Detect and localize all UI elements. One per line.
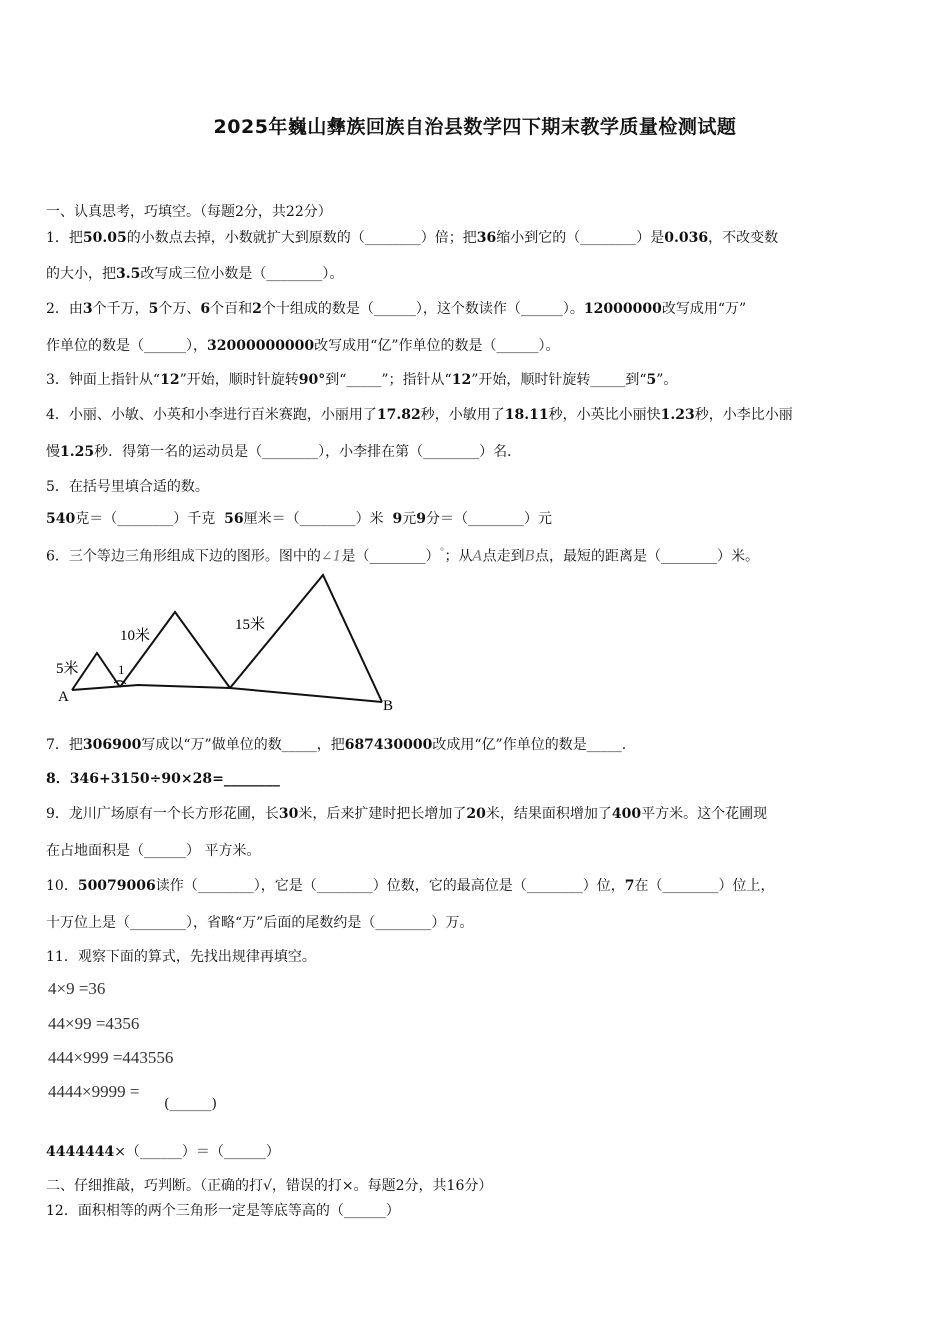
q4-number: 17.82 [376,407,421,423]
q3-number: 90° [298,372,326,388]
q1-text: 改写成三位小数是（________）。 [140,266,344,282]
q9-number: 30 [278,806,299,822]
q10-text: 10． [46,878,78,894]
q5-number: 56 [224,511,244,527]
question-9-line-2: 在占地面积是（______） 平方米。 [46,843,261,859]
q5-text: 元 [402,511,417,527]
angle-symbol: ∠1 [320,548,342,565]
q9-text: 平方米。这个花圃现 [641,806,768,822]
q2-number: 12000000 [583,301,662,317]
q10-number: 50079006 [77,878,156,894]
q1-text: ，不改变数 [708,230,779,246]
q4-text: 秒，小英比小丽快 [548,407,661,423]
q3-text: 到“_____”；指针从“ [325,372,452,388]
q2-text: 个百和 [210,301,253,317]
q4-text: 慢 [46,444,60,460]
q5-text: 克＝（________）千克 [75,511,216,527]
q2-text: 改写成用“亿”作单位的数是（______）。 [314,338,560,354]
q3-number: 12 [160,372,180,388]
q1-text: 的大小，把 [46,266,116,282]
q2-number: 32000000000 [207,338,315,354]
q6-text: 点走到 [482,548,525,565]
q7-number: 687430000 [344,737,433,753]
q2-text: 个千万， [92,301,149,317]
question-12: 12．面积相等的两个三角形一定是等底等高的（______） [46,1203,400,1219]
q1-text: 缩小到它的（________）是 [496,230,665,246]
question-5-blanks [46,510,552,528]
q4-number: 18.11 [504,407,549,423]
q6-text: ；从 [444,548,473,565]
question-2-line-2 [46,337,559,355]
q1-number: 0.036 [664,230,709,246]
q1-number: 36 [476,230,497,246]
q2-text: 个十组成的数是（______），这个数读作（______）。 [261,301,584,317]
q3-text: ”开始，顺时针旋转_____到“ [471,372,647,388]
q3-text: ”。 [656,372,678,388]
q1-text: 1．把 [46,230,83,246]
q3-number: 12 [451,372,472,388]
q6-text: 是（________） [341,548,440,565]
question-1-line-2 [46,265,343,283]
small-triangle [72,653,120,690]
q11-text: ×（______）＝（______） [114,1144,280,1160]
question-10-line-2: 十万位上是（________），省略“万”后面的尾数约是（________）万。 [46,915,474,931]
q7-text: 写成以“万”做单位的数_____，把 [141,737,345,753]
large-triangle [230,575,382,702]
q6-text: 点，最短的距离是（________）米。 [534,548,759,565]
q11-number: 4444444 [46,1144,115,1160]
q4-text: 秒，小敏用了 [420,407,505,423]
q4-number: 1.25 [60,444,95,460]
q4-number: 1.23 [660,407,695,423]
q5-text: 厘米＝（________）米 [243,511,384,527]
equation-2: 44×99 =4356 [48,1014,140,1033]
question-11: 11．观察下面的算式，先找出规律再填空。 [46,949,316,965]
q9-text: 9．龙川广场原有一个长方形花圃，长 [46,806,279,822]
q10-text: 在（________）位上， [634,878,775,894]
label-angle-1: 1 [118,662,125,677]
equation-4: 4444×9999 = [48,1082,140,1101]
q2-number: 2 [252,301,262,317]
q2-number: 3 [82,301,93,317]
question-11-last [46,1143,280,1161]
q1-number: 50.05 [82,230,127,246]
q1-number: 3.5 [116,266,141,282]
question-5: 5．在括号里填合适的数。 [46,479,209,495]
question-4-line-2 [46,443,521,461]
question-4-line-1 [46,406,793,424]
degree-symbol: ° [439,547,445,558]
q3-text: ”开始，顺时针旋转 [179,372,299,388]
q3-number: 5 [646,372,657,388]
medium-triangle [120,612,230,688]
q4-text: 4．小丽、小敏、小英和小李进行百米赛跑，小丽用了 [46,407,377,423]
q7-text: 改成用“亿”作单位的数是_____. [432,737,627,753]
triangles-figure [40,570,420,720]
q1-text: 的小数点去掉，小数就扩大到原数的（________）倍；把 [126,230,477,246]
q2-number: 6 [200,301,211,317]
q2-text: 改写成用“万” [661,301,747,317]
q5-number: 9 [416,511,427,527]
question-2-line-1 [46,300,746,318]
q2-text: 个万、 [158,301,201,317]
equation-3: 444×999 =443556 [48,1048,174,1067]
q2-text: 2．由 [46,301,83,317]
baseline-path [72,685,382,702]
label-15m: 15米 [235,617,266,633]
label-point-b: B [383,698,394,714]
question-9-line-1 [46,805,767,823]
q2-text: 作单位的数是（______）， [46,338,207,354]
point-a-label: A [472,548,483,565]
q7-number: 306900 [82,737,142,753]
point-b-label: B [524,548,535,565]
question-6 [46,544,759,566]
question-10-line-1 [46,877,775,895]
question-7 [46,736,626,754]
q5-number: 9 [392,511,403,527]
q6-text: 6．三个等边三角形组成下边的图形。图中的 [46,548,321,565]
q9-text: 米，结果面积增加了 [485,806,612,822]
q9-number: 20 [466,806,486,822]
label-5m: 5米 [56,661,79,677]
question-1-line-1 [46,229,778,247]
section-1-heading: 一、认真思考，巧填空。（每题2分，共22分） [46,204,332,220]
q10-text: 读作（________），它是（________）位数，它的最高位是（________）位， [155,878,625,894]
label-10m: 10米 [120,628,151,644]
question-3 [46,371,677,389]
section-2-heading: 二、仔细推敲，巧判断。（正确的打√，错误的打×。每题2分，共16分） [46,1178,493,1194]
page-title: 2025年巍山彝族回族自治县数学四下期末教学质量检测试题 [213,116,737,138]
q5-text: 分＝（________）元 [426,511,553,527]
question-8: 8．346+3150÷90×28=________ [46,771,280,787]
q4-text: 秒．得第一名的运动员是（________），小李排在第（________）名． [94,444,522,460]
q7-text: 7．把 [46,737,83,753]
label-point-a: A [58,689,69,705]
q3-text: 3．钟面上指针从“ [46,372,161,388]
equation-1: 4×9 =36 [48,979,106,998]
q10-number: 7 [624,878,635,894]
equation-4-blank: (______) [164,1096,217,1112]
q9-text: 米，后来扩建时把长增加了 [298,806,467,822]
q5-number: 540 [46,511,76,527]
q2-number: 5 [148,301,159,317]
q4-text: 秒，小李比小丽 [694,407,793,423]
q9-number: 400 [611,806,642,822]
